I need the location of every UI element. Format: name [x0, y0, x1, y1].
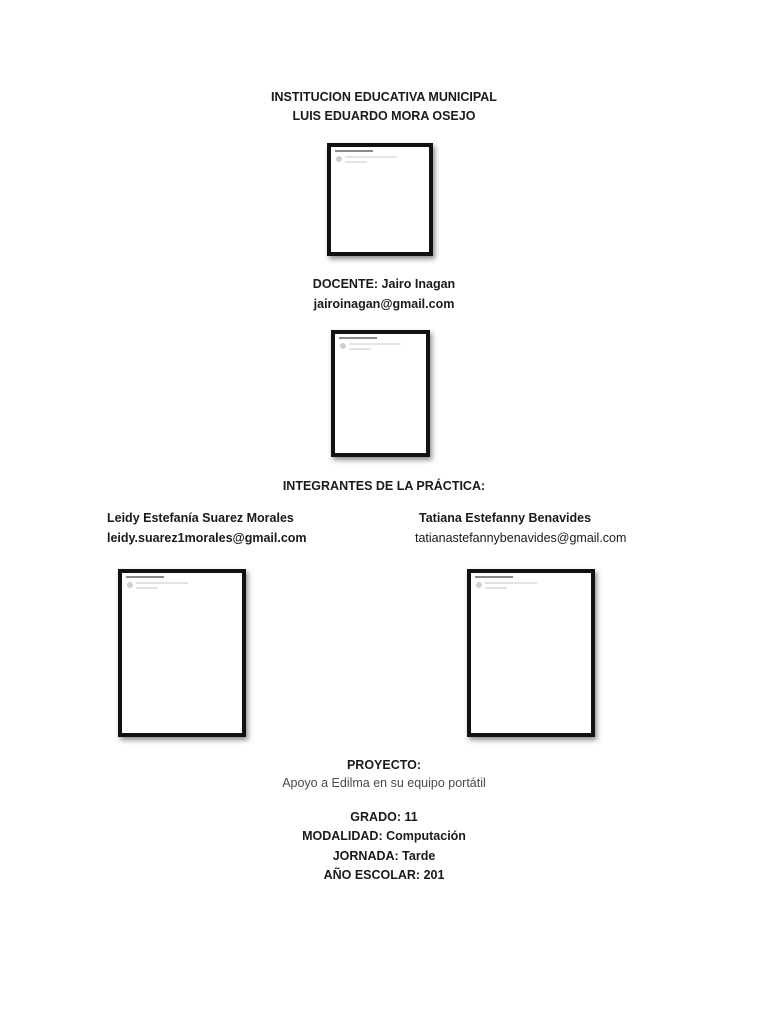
project-heading: PROYECTO:: [346, 758, 422, 772]
member-1-email: leidy.suarez1morales@gmail.com: [107, 531, 307, 545]
member-1-photo: [118, 569, 246, 737]
broken-image-icon: [476, 582, 482, 588]
schedule-line: JORNADA: Tarde: [332, 849, 436, 863]
modality-line: MODALIDAD: Computación: [302, 829, 466, 843]
grade-line: GRADO: 11: [350, 810, 418, 824]
broken-image-icon: [336, 156, 342, 162]
school-year-line: AÑO ESCOLAR: 201: [323, 868, 445, 882]
teacher-name: DOCENTE: Jairo Inagan: [312, 277, 456, 291]
teacher-photo: [331, 330, 430, 457]
project-description: Apoyo a Edilma en su equipo portátil: [282, 776, 486, 790]
member-1-name: Leidy Estefanía Suarez Morales: [107, 511, 294, 525]
member-2-name: Tatiana Estefanny Benavides: [419, 511, 592, 525]
broken-image-icon: [127, 582, 133, 588]
teacher-email: jairoinagan@gmail.com: [313, 297, 455, 311]
member-2-photo: [467, 569, 595, 737]
member-2-email: tatianastefannybenavides@gmail.com: [415, 531, 627, 545]
school-name-line-2: LUIS EDUARDO MORA OSEJO: [292, 109, 476, 123]
broken-image-icon: [340, 343, 346, 349]
school-name-line-1: INSTITUCION EDUCATIVA MUNICIPAL: [271, 90, 497, 104]
members-heading: INTEGRANTES DE LA PRÁCTICA:: [282, 479, 486, 493]
school-logo-image: [327, 143, 433, 256]
